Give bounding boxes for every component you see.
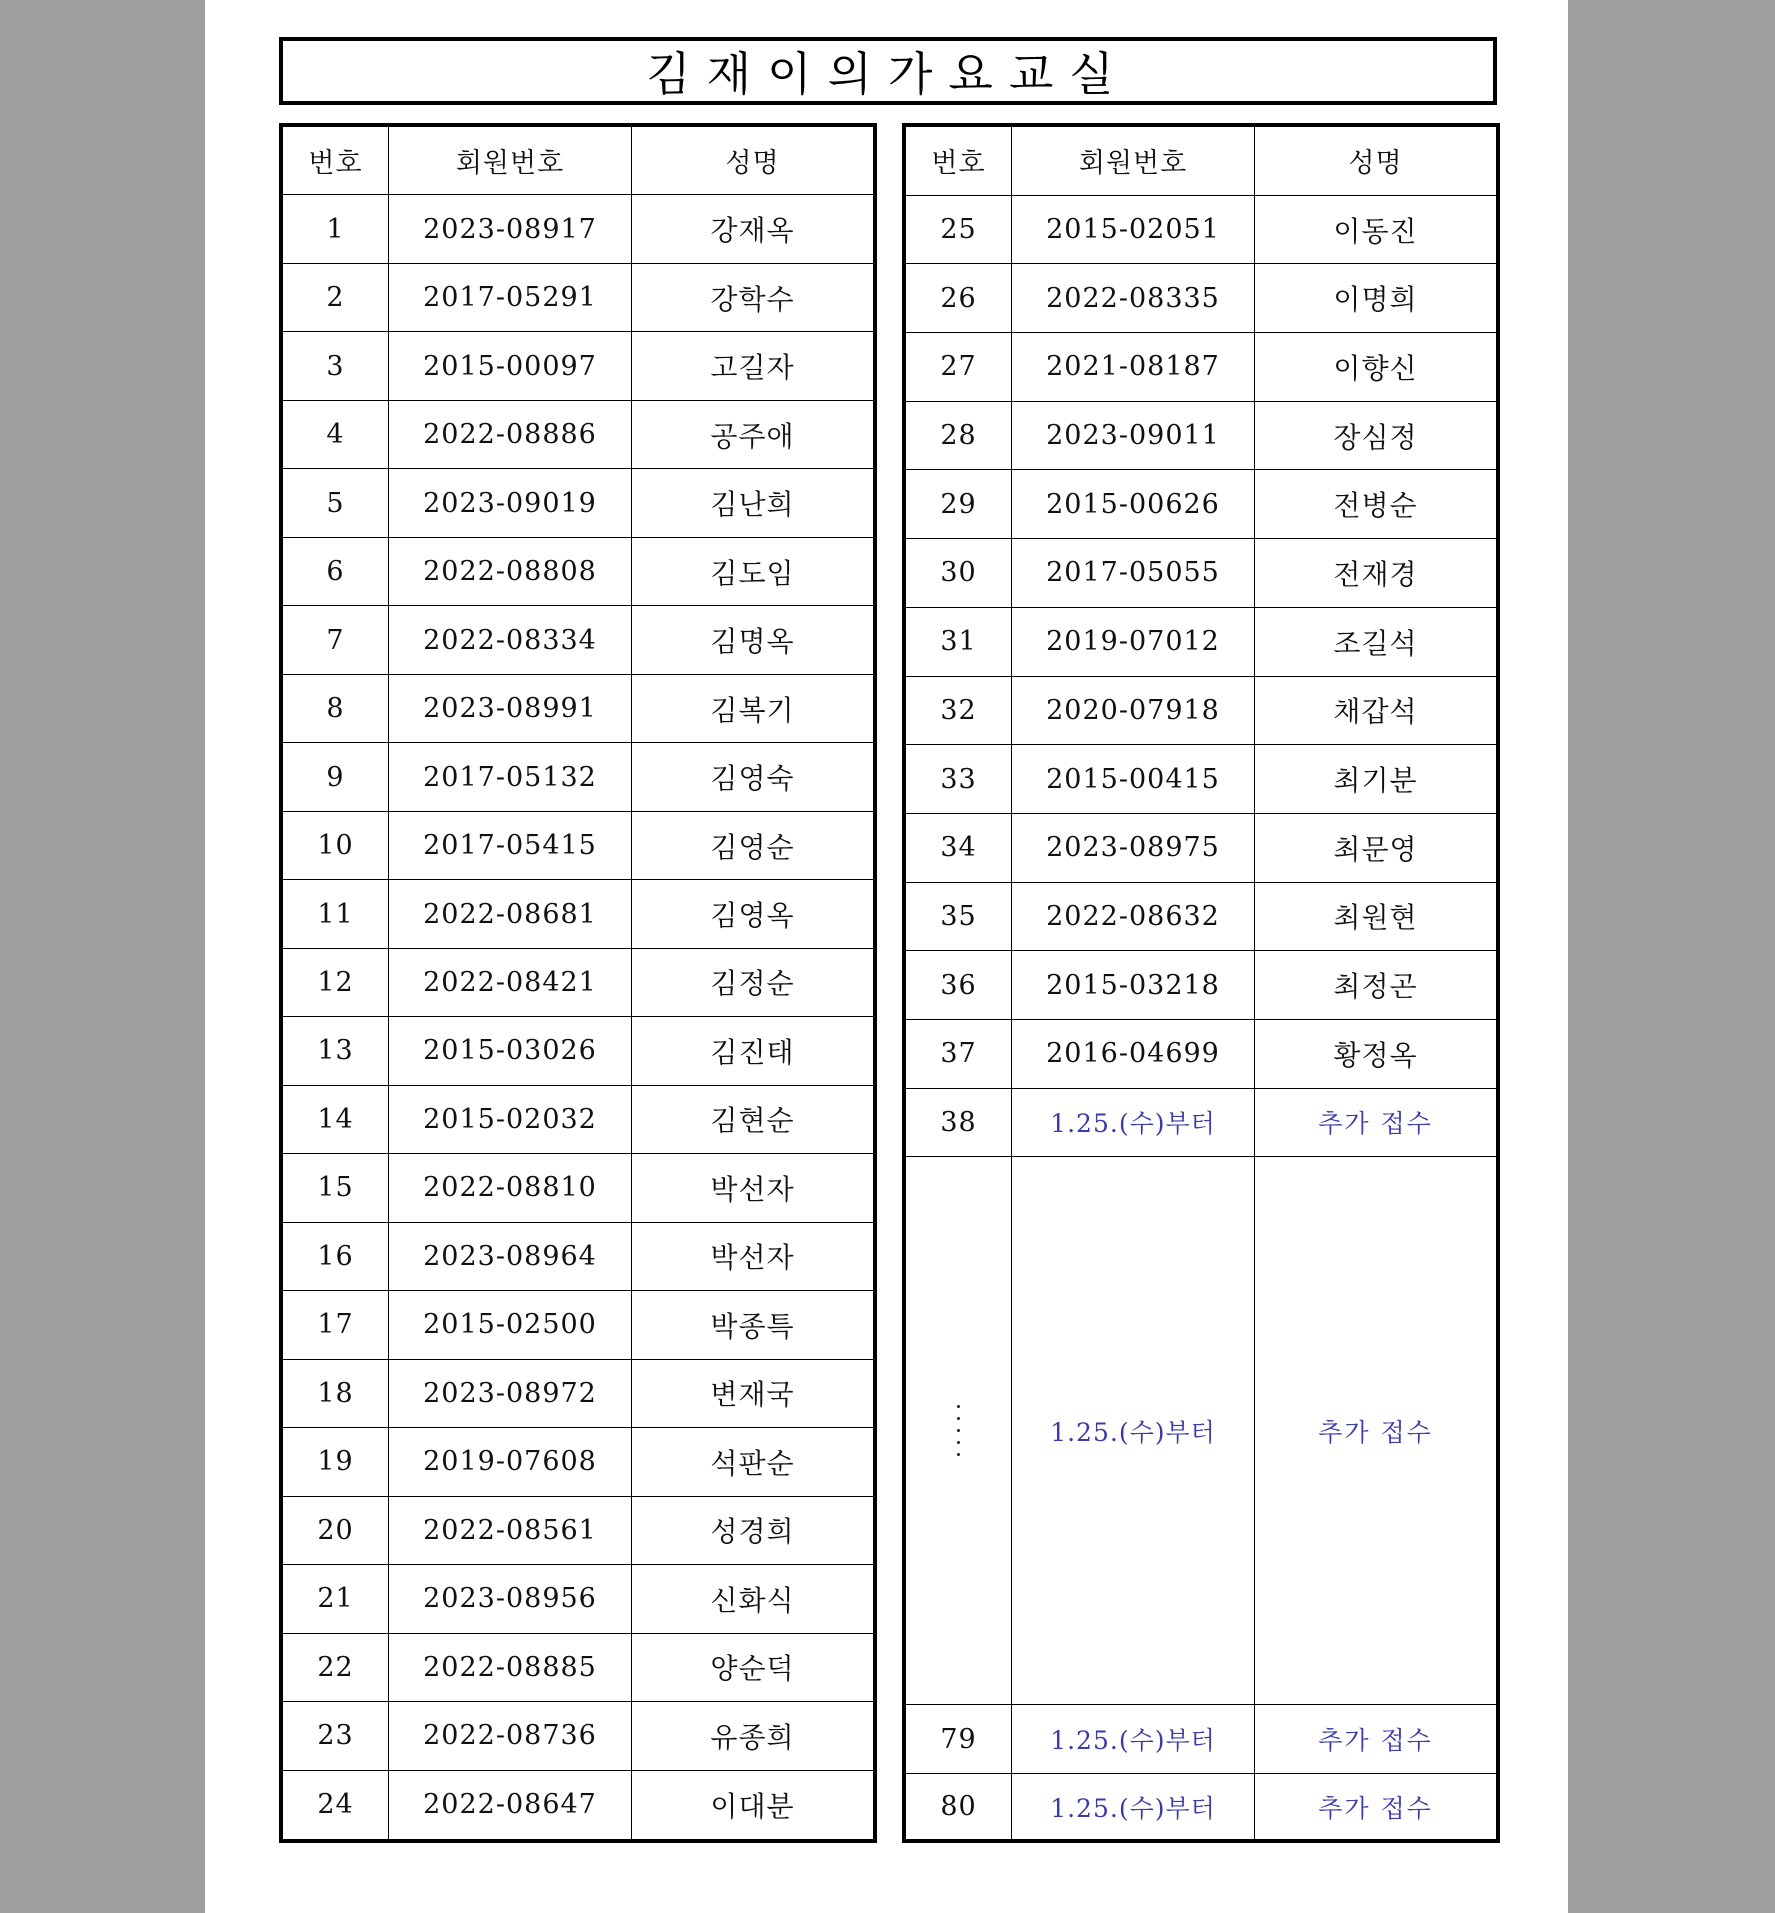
row-number: 35: [906, 883, 1012, 952]
registration-date-note: 1.25.(수)부터: [1012, 1774, 1255, 1839]
member-id: 2015-00097: [389, 332, 632, 400]
row-number: 23: [283, 1702, 389, 1770]
row-number: 19: [283, 1428, 389, 1496]
member-id: 2023-09019: [389, 469, 632, 537]
member-id: 2020-07918: [1012, 677, 1255, 746]
member-name: 김복기: [632, 675, 873, 743]
member-name: 이명희: [1255, 264, 1496, 333]
member-name: 김영순: [632, 812, 873, 880]
row-number: 16: [283, 1223, 389, 1291]
member-id: 2017-05291: [389, 264, 632, 332]
row-number: 13: [283, 1017, 389, 1085]
row-number: [906, 1157, 1012, 1705]
member-table-left: [279, 123, 877, 1843]
page-title: 김재이의가요교실: [646, 47, 1130, 101]
member-name: 이향신: [1255, 333, 1496, 402]
header-no: 번호: [906, 127, 1012, 196]
row-number: 27: [906, 333, 1012, 402]
member-id: 2022-08885: [389, 1634, 632, 1702]
member-name: 김영숙: [632, 743, 873, 811]
row-number: 2: [283, 264, 389, 332]
vertical-ellipsis-icon: [957, 1405, 960, 1456]
row-number: 79: [906, 1705, 1012, 1774]
member-name: 김현순: [632, 1086, 873, 1154]
row-number: 80: [906, 1774, 1012, 1839]
row-number: 34: [906, 814, 1012, 883]
member-name: 강재옥: [632, 195, 873, 263]
member-name: 신화식: [632, 1565, 873, 1633]
row-number: 6: [283, 538, 389, 606]
row-number: 18: [283, 1360, 389, 1428]
registration-date-note: 1.25.(수)부터: [1012, 1089, 1255, 1158]
member-name: 김정순: [632, 949, 873, 1017]
member-name: 김진태: [632, 1017, 873, 1085]
member-name: 변재국: [632, 1360, 873, 1428]
member-id: 2022-08421: [389, 949, 632, 1017]
member-name: 김난희: [632, 469, 873, 537]
member-name: 강학수: [632, 264, 873, 332]
member-id: 2019-07012: [1012, 608, 1255, 677]
member-id: 2015-03026: [389, 1017, 632, 1085]
member-id: 2022-08647: [389, 1771, 632, 1839]
member-id: 2022-08736: [389, 1702, 632, 1770]
row-number: 10: [283, 812, 389, 880]
member-id: 2023-08972: [389, 1360, 632, 1428]
row-number: 11: [283, 880, 389, 948]
additional-registration-note: 추가 접수: [1255, 1089, 1496, 1158]
member-id: 2023-08991: [389, 675, 632, 743]
member-id: 2017-05055: [1012, 539, 1255, 608]
row-number: 14: [283, 1086, 389, 1154]
member-name: 김도임: [632, 538, 873, 606]
member-id: 2022-08808: [389, 538, 632, 606]
member-id: 2022-08681: [389, 880, 632, 948]
member-name: 양순덕: [632, 1634, 873, 1702]
member-name: 최문영: [1255, 814, 1496, 883]
row-number: 7: [283, 606, 389, 674]
member-name: 박선자: [632, 1223, 873, 1291]
row-number: 30: [906, 539, 1012, 608]
row-number: 29: [906, 470, 1012, 539]
member-id: 2015-02500: [389, 1291, 632, 1359]
registration-date-note: 1.25.(수)부터: [1012, 1157, 1255, 1705]
member-name: 이대분: [710, 1789, 795, 1823]
member-name: 이동진: [1255, 196, 1496, 265]
member-name: 공주애: [632, 401, 873, 469]
member-id: 2017-05132: [389, 743, 632, 811]
header-no: 번호: [283, 127, 389, 195]
header-name: 성명: [1255, 127, 1496, 196]
member-id: 2022-08334: [389, 606, 632, 674]
registration-date-note: 1.25.(수)부터: [1012, 1705, 1255, 1774]
row-number: 37: [906, 1020, 1012, 1089]
member-id: 2015-03218: [1012, 951, 1255, 1020]
member-name: 유종희: [632, 1702, 873, 1770]
row-number: 36: [906, 951, 1012, 1020]
member-id: 2023-09011: [1012, 402, 1255, 471]
row-number: 38: [906, 1089, 1012, 1158]
member-id: 2015-02051: [1012, 196, 1255, 265]
row-number: 8: [283, 675, 389, 743]
member-name: 김영옥: [632, 880, 873, 948]
row-number: 15: [283, 1154, 389, 1222]
additional-registration-note: 추가 접수: [1255, 1705, 1496, 1774]
additional-registration-note: 추가 접수: [1318, 1793, 1433, 1823]
member-id: 2023-08956: [389, 1565, 632, 1633]
row-number: 21: [283, 1565, 389, 1633]
member-id: 2022-08335: [1012, 264, 1255, 333]
row-number: 28: [906, 402, 1012, 471]
member-name: 채갑석: [1255, 677, 1496, 746]
member-name: 최원현: [1255, 883, 1496, 952]
row-number: 24: [283, 1771, 389, 1839]
row-number: 32: [906, 677, 1012, 746]
member-id: 2015-00626: [1012, 470, 1255, 539]
additional-registration-note: 추가 접수: [1255, 1157, 1496, 1705]
header-member-id: 회원번호: [389, 127, 632, 195]
member-id: 2022-08632: [1012, 883, 1255, 952]
header-name: 성명: [632, 127, 873, 195]
member-name: 전병순: [1255, 470, 1496, 539]
header-member-id: 회원번호: [1012, 127, 1255, 196]
member-id: 2016-04699: [1012, 1020, 1255, 1089]
member-id: 2015-02032: [389, 1086, 632, 1154]
row-number: 12: [283, 949, 389, 1017]
member-id: 2019-07608: [389, 1428, 632, 1496]
row-number: 20: [283, 1497, 389, 1565]
member-id: 2022-08886: [389, 401, 632, 469]
row-number: 31: [906, 608, 1012, 677]
member-table-right: [902, 123, 1500, 1843]
member-name: 전재경: [1255, 539, 1496, 608]
member-id: 2015-00415: [1012, 745, 1255, 814]
member-id: 2023-08964: [389, 1223, 632, 1291]
member-name: 박종특: [632, 1291, 873, 1359]
row-number: 5: [283, 469, 389, 537]
row-number: 25: [906, 196, 1012, 265]
row-number: 17: [283, 1291, 389, 1359]
member-name: 장심정: [1255, 402, 1496, 471]
member-name: 조길석: [1255, 608, 1496, 677]
row-number: 9: [283, 743, 389, 811]
member-name: 황정옥: [1255, 1020, 1496, 1089]
member-name: 고길자: [632, 332, 873, 400]
title-box: [279, 37, 1497, 105]
member-id: 2022-08810: [389, 1154, 632, 1222]
row-number: 26: [906, 264, 1012, 333]
row-number: 3: [283, 332, 389, 400]
member-id: 2023-08917: [389, 195, 632, 263]
member-id: 2021-08187: [1012, 333, 1255, 402]
member-id: 2023-08975: [1012, 814, 1255, 883]
row-number: 22: [283, 1634, 389, 1702]
row-number: 33: [906, 745, 1012, 814]
row-number: 1: [283, 195, 389, 263]
member-id: 2022-08561: [389, 1497, 632, 1565]
member-id: 2017-05415: [389, 812, 632, 880]
member-name: 석판순: [632, 1428, 873, 1496]
member-name: 최기분: [1255, 745, 1496, 814]
member-name: 최정곤: [1255, 951, 1496, 1020]
member-name: 박선자: [632, 1154, 873, 1222]
row-number: 4: [283, 401, 389, 469]
member-name: 성경희: [632, 1497, 873, 1565]
document-page: [205, 0, 1568, 1913]
member-name: 김명옥: [632, 606, 873, 674]
